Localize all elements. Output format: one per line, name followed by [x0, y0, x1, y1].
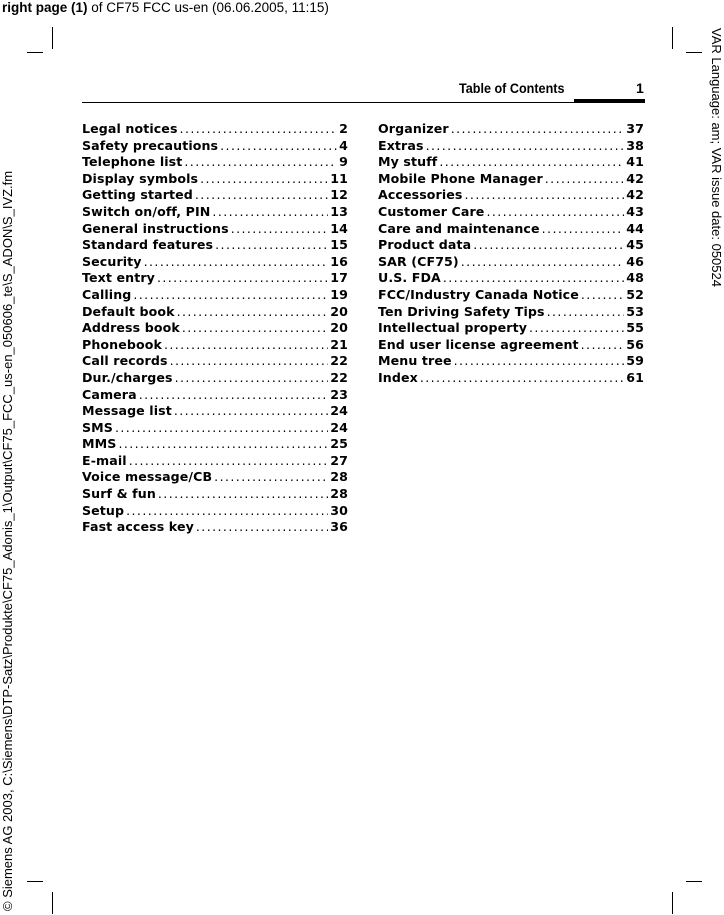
toc-leader-dots — [184, 154, 337, 169]
toc-entry-title: Ten Driving Safety Tips — [378, 303, 545, 319]
toc-entry-page: 22 — [330, 353, 348, 369]
crop-mark — [686, 52, 702, 53]
toc-entry-page: 17 — [330, 270, 348, 286]
toc-entry[interactable] — [82, 154, 348, 171]
toc-entry-title: Calling — [82, 286, 132, 302]
toc-leader-dots — [182, 320, 328, 335]
toc-entry-title: Getting started — [82, 187, 193, 203]
toc-leader-dots — [200, 171, 328, 186]
toc-entry-page: 13 — [330, 203, 348, 219]
toc-entry-title: Surf & fun — [82, 486, 156, 502]
toc-entry-page: 48 — [626, 270, 644, 286]
crop-mark — [52, 892, 53, 914]
toc-leader-dots — [170, 353, 329, 368]
toc-entry[interactable] — [82, 237, 348, 254]
toc-entry[interactable] — [82, 486, 348, 503]
toc-entry-title: Mobile Phone Manager — [378, 170, 543, 186]
toc-entry-page: 28 — [330, 486, 348, 502]
toc-entry[interactable] — [378, 353, 644, 370]
toc-entry[interactable] — [82, 187, 348, 204]
toc-entry-page: 61 — [626, 369, 644, 385]
toc-leader-dots — [461, 254, 624, 269]
toc-entry-page: 21 — [330, 336, 348, 352]
toc-entry-title: Setup — [82, 502, 125, 518]
toc-entry[interactable] — [378, 304, 644, 321]
toc-leader-dots — [214, 469, 328, 484]
toc-entry-title: Safety precautions — [82, 137, 219, 153]
toc-leader-dots — [158, 486, 328, 501]
toc-entry-title: Address book — [82, 320, 180, 336]
toc-leader-dots — [486, 204, 624, 219]
toc-entry-title: Camera — [82, 386, 137, 402]
print-header-info: of CF75 FCC us-en (06.06.2005, 11:15) — [87, 0, 329, 15]
toc-entry-page: 23 — [330, 386, 348, 402]
toc-entry-page: 20 — [330, 303, 348, 319]
toc-entry-title: Message list — [82, 403, 172, 419]
toc-entry[interactable] — [378, 337, 644, 354]
toc-entry-title: My stuff — [378, 154, 438, 170]
toc-entry-page: 12 — [330, 187, 348, 203]
toc-entry[interactable] — [378, 320, 644, 337]
toc-entry-title: Standard features — [82, 237, 214, 253]
crop-mark — [672, 892, 673, 914]
toc-entry-page: 56 — [626, 336, 644, 352]
toc-entry-title: Switch on/off, PIN — [82, 203, 211, 219]
toc-column-right — [378, 121, 644, 387]
toc-entry-page: 11 — [330, 170, 348, 186]
toc-entry[interactable] — [378, 121, 644, 138]
toc-entry-title: Text entry — [82, 270, 155, 286]
toc-entry[interactable] — [82, 204, 348, 221]
toc-entry-page: 43 — [626, 203, 644, 219]
toc-entry-title: Customer Care — [378, 203, 485, 219]
toc-entry[interactable] — [378, 270, 644, 287]
toc-entry[interactable] — [378, 254, 644, 271]
page-number: 1 — [636, 80, 644, 96]
toc-leader-dots — [118, 436, 328, 451]
toc-entry-title: Extras — [378, 137, 424, 153]
crop-mark — [27, 881, 43, 882]
toc-leader-dots — [231, 221, 329, 236]
toc-entry-title: MMS — [82, 436, 117, 452]
toc-entry[interactable] — [82, 138, 348, 155]
toc-entry-title: Accessories — [378, 187, 463, 203]
toc-leader-dots — [212, 204, 328, 219]
toc-entry[interactable] — [82, 353, 348, 370]
toc-entry-title: Security — [82, 253, 142, 269]
toc-leader-dots — [157, 270, 328, 285]
toc-entry-page: 55 — [626, 320, 644, 336]
toc-entry[interactable] — [82, 337, 348, 354]
toc-entry-page: 38 — [626, 137, 644, 153]
toc-entry[interactable] — [82, 420, 348, 437]
toc-entry[interactable] — [378, 204, 644, 221]
toc-entry[interactable] — [82, 287, 348, 304]
toc-leader-dots — [581, 337, 625, 352]
side-copyright-path: © Siemens AG 2003, C:\Siemens\DTP-Satz\Produkte\CF75_Adonis_1\Output\CF75_FCC_us-en_050606_te\S_ADON\S_IVZ.fm — [0, 170, 15, 911]
toc-leader-dots — [196, 519, 328, 534]
toc-entry-title: SMS — [82, 419, 113, 435]
toc-entry-title: Legal notices — [82, 121, 178, 136]
toc-entry-title: Organizer — [378, 121, 449, 136]
toc-entry-page: 16 — [330, 253, 348, 269]
toc-leader-dots — [126, 503, 328, 518]
toc-entry-title: Index — [378, 369, 418, 385]
toc-entry-page: 42 — [626, 170, 644, 186]
toc-entry-title: Care and maintenance — [378, 220, 540, 236]
crop-mark — [686, 881, 702, 882]
toc-entry[interactable] — [82, 171, 348, 188]
toc-leader-dots — [451, 121, 625, 136]
toc-entry-page: 59 — [626, 353, 644, 369]
toc-entry-page: 19 — [330, 286, 348, 302]
toc-entry-page: 24 — [330, 419, 348, 435]
toc-entry[interactable] — [82, 254, 348, 271]
toc-entry-page: 28 — [330, 469, 348, 485]
toc-leader-dots — [545, 171, 625, 186]
toc-leader-dots — [426, 138, 625, 153]
toc-entry-page: 44 — [626, 220, 644, 236]
toc-entry-title: U.S. FDA — [378, 270, 441, 286]
toc-entry[interactable] — [82, 121, 348, 138]
toc-leader-dots — [215, 237, 328, 252]
toc-entry-page: 30 — [330, 502, 348, 518]
toc-leader-dots — [129, 453, 329, 468]
toc-entry-title: Phonebook — [82, 336, 162, 352]
toc-entry-title: General instructions — [82, 220, 229, 236]
toc-leader-dots — [529, 320, 624, 335]
toc-entry[interactable] — [82, 304, 348, 321]
toc-entry-title: Product data — [378, 237, 472, 253]
toc-leader-dots — [175, 370, 329, 385]
toc-entry-title: Menu tree — [378, 353, 452, 369]
toc-entry[interactable] — [82, 221, 348, 238]
toc-entry-title: Intellectual property — [378, 320, 528, 336]
toc-leader-dots — [180, 121, 338, 136]
crop-mark — [672, 27, 673, 49]
toc-leader-dots — [133, 287, 328, 302]
toc-leader-dots — [115, 420, 328, 435]
crop-mark — [27, 52, 43, 53]
toc-entry-page: 42 — [626, 187, 644, 203]
toc-entry-title: Display symbols — [82, 170, 199, 186]
toc-entry-title: E-mail — [82, 452, 127, 468]
toc-entry[interactable] — [82, 370, 348, 387]
toc-entry[interactable] — [82, 403, 348, 420]
toc-entry-title: SAR (CF75) — [378, 253, 459, 269]
header-rule-accent — [574, 99, 645, 103]
toc-entry-page: 52 — [626, 286, 644, 302]
toc-entry[interactable] — [378, 221, 644, 238]
print-header — [2, 0, 329, 15]
toc-entry-page: 15 — [330, 237, 348, 253]
toc-leader-dots — [195, 187, 328, 202]
toc-leader-dots — [220, 138, 337, 153]
toc-entry[interactable] — [378, 138, 644, 155]
toc-entry-page: 45 — [626, 237, 644, 253]
toc-entry-title: End user license agreement — [378, 336, 579, 352]
toc-entry[interactable] — [378, 370, 644, 387]
toc-column-left — [82, 121, 348, 536]
print-header-page: right page (1) — [2, 0, 88, 15]
toc-entry[interactable] — [378, 171, 644, 188]
toc-entry-page: 9 — [339, 154, 348, 170]
toc-leader-dots — [439, 154, 624, 169]
toc-leader-dots — [174, 403, 328, 418]
toc-entry[interactable] — [82, 503, 348, 520]
toc-leader-dots — [420, 370, 624, 385]
toc-leader-dots — [454, 353, 625, 368]
toc-entry-page: 37 — [626, 121, 644, 136]
toc-entry-page: 14 — [330, 220, 348, 236]
toc-entry-page: 22 — [330, 369, 348, 385]
toc-leader-dots — [164, 337, 328, 352]
toc-entry[interactable] — [82, 453, 348, 470]
toc-entry-page: 25 — [330, 436, 348, 452]
toc-entry-title: Call records — [82, 353, 168, 369]
toc-entry-page: 4 — [339, 137, 348, 153]
toc-leader-dots — [144, 254, 329, 269]
toc-entry[interactable] — [378, 237, 644, 254]
toc-entry-page: 53 — [626, 303, 644, 319]
toc-entry[interactable] — [82, 469, 348, 486]
toc-entry[interactable] — [82, 436, 348, 453]
toc-entry-page: 46 — [626, 253, 644, 269]
toc-leader-dots — [547, 304, 625, 319]
toc-entry-page: 24 — [330, 403, 348, 419]
toc-leader-dots — [177, 304, 329, 319]
toc-entry-page: 27 — [330, 452, 348, 468]
toc-entry[interactable] — [378, 187, 644, 204]
toc-entry-title: Default book — [82, 303, 175, 319]
toc-entry[interactable] — [82, 387, 348, 404]
toc-entry-title: FCC/Industry Canada Notice — [378, 286, 579, 302]
toc-entry-page: 36 — [330, 519, 348, 535]
toc-entry-page: 20 — [330, 320, 348, 336]
crop-mark — [52, 27, 53, 49]
toc-entry[interactable] — [82, 270, 348, 287]
toc-leader-dots — [542, 221, 625, 236]
toc-leader-dots — [443, 270, 624, 285]
toc-entry[interactable] — [82, 519, 348, 536]
toc-leader-dots — [473, 237, 624, 252]
header-rule — [82, 102, 644, 103]
toc-entry-title: Telephone list — [82, 154, 183, 170]
page-title: Table of Contents — [459, 80, 565, 96]
toc-entry-page: 2 — [339, 121, 348, 136]
toc-entry[interactable] — [378, 154, 644, 171]
toc-entry[interactable] — [378, 287, 644, 304]
toc-entry[interactable] — [82, 320, 348, 337]
toc-entry-title: Fast access key — [82, 519, 194, 535]
toc-entry-title: Voice message/CB — [82, 469, 213, 485]
side-var-info: VAR Language: am; VAR issue date: 050524 — [709, 28, 724, 287]
toc-entry-page: 41 — [626, 154, 644, 170]
toc-leader-dots — [465, 187, 625, 202]
toc-leader-dots — [139, 387, 329, 402]
toc-entry-title: Dur./charges — [82, 369, 173, 385]
toc-leader-dots — [581, 287, 624, 302]
